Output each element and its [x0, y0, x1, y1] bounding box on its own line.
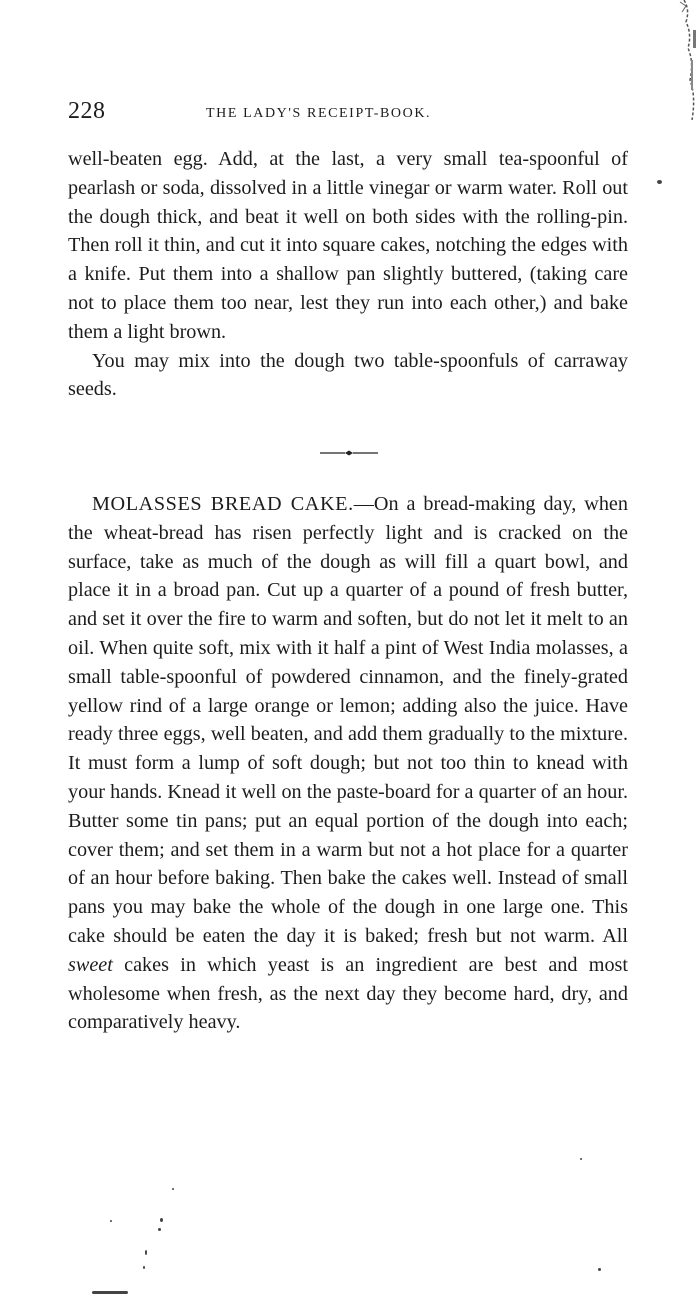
ink-speck: [172, 1188, 174, 1190]
recipe-body-end: cakes in which yeast is an ingredient are best and most wholesome when fresh, as the next day they become hard, dry, and comparatively heavy.: [68, 953, 628, 1034]
carraway-note-paragraph: You may mix into the dough two table-spoonfuls of carraway seeds.: [68, 349, 628, 401]
ink-speck: [598, 1268, 601, 1271]
ink-speck: [145, 1250, 147, 1255]
continued-recipe-text: [68, 145, 628, 404]
recipe-emphasis: sweet: [68, 953, 113, 976]
ink-speck: [580, 1158, 582, 1160]
ink-speck: [160, 1218, 163, 1222]
continued-paragraph: well-beaten egg. Add, at the last, a very small tea-spoonful of pearlash or soda, dissolved in a little vinegar or warm water. Roll out the dough thick, and beat it well on both sides with the rolling-pin. Then roll it thin, and cut it into square cakes, notching the edges with a knife. Put them into a shallow pan slightly buttered, (taking care not to place them too near, lest they run into each other,) and bake them a light brown.: [68, 148, 628, 343]
ink-speck: [110, 1220, 112, 1222]
recipe-title: MOLASSES BREAD CAKE.: [92, 493, 354, 515]
section-divider-ornament: [318, 446, 380, 460]
recipe-body-start: —On a bread-making day, when the wheat-bread has risen perfectly light and is cracked on the surface, take as much of the dough as will fill a quart bowl, and place it in a broad pan. Cut up a quarter of a pound of fresh butter, and set it over the fire to warm and soften, but do not let it melt to an oil. When quite soft, mix with it half a pint of West India molasses, a small table-spoonful of powdered cinnamon, and the finely-grated yellow rind of a large orange or lemon; adding also the juice. Have ready three eggs, well beaten, and add them gradually to the mixture. It must form a lump of soft dough; but not too thin to knead with your hands. Knead it well on the paste-board for a quarter of an hour. Butter some tin pans; put an equal portion of the dough into each; cover them; and set them in a warm but not a hot place for a quarter of an hour before baking. Then bake the cakes well. Instead of small pans you may bake the whole of the dough in one large one. This cake should be eaten the day it is baked; fresh but not warm. All: [68, 493, 628, 947]
page-number: 228: [68, 98, 106, 124]
ink-speck: [92, 1291, 128, 1294]
molasses-bread-cake-recipe: [68, 490, 628, 1037]
ink-speck: [657, 180, 662, 184]
ink-speck: [158, 1228, 161, 1231]
recipe-paragraph: [68, 490, 628, 1037]
ink-speck: [143, 1266, 145, 1269]
running-head: THE LADY'S RECEIPT-BOOK.: [206, 106, 432, 121]
page-edge-stain: [678, 0, 700, 120]
page-header: [68, 98, 628, 128]
